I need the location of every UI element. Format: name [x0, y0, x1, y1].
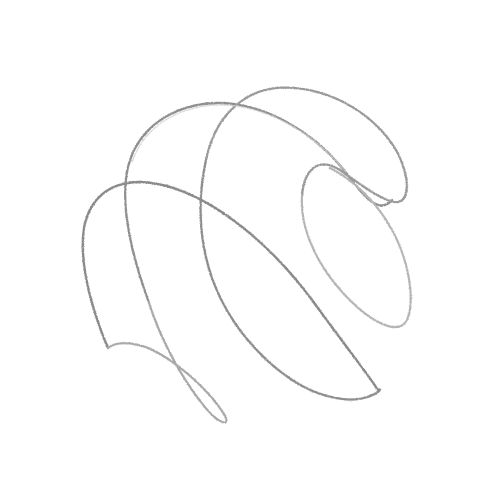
- spiral-strokes: [83, 88, 411, 423]
- spiral-stroke-inner-right: [302, 168, 411, 327]
- spiral-stroke-second-loop: [125, 103, 392, 300]
- spiral-stroke-hook: [108, 300, 226, 422]
- spiral-stroke-top-arc: [206, 88, 407, 203]
- spiral-stroke-trace: [132, 105, 346, 172]
- spiral-stroke-middle-swoop: [201, 160, 380, 399]
